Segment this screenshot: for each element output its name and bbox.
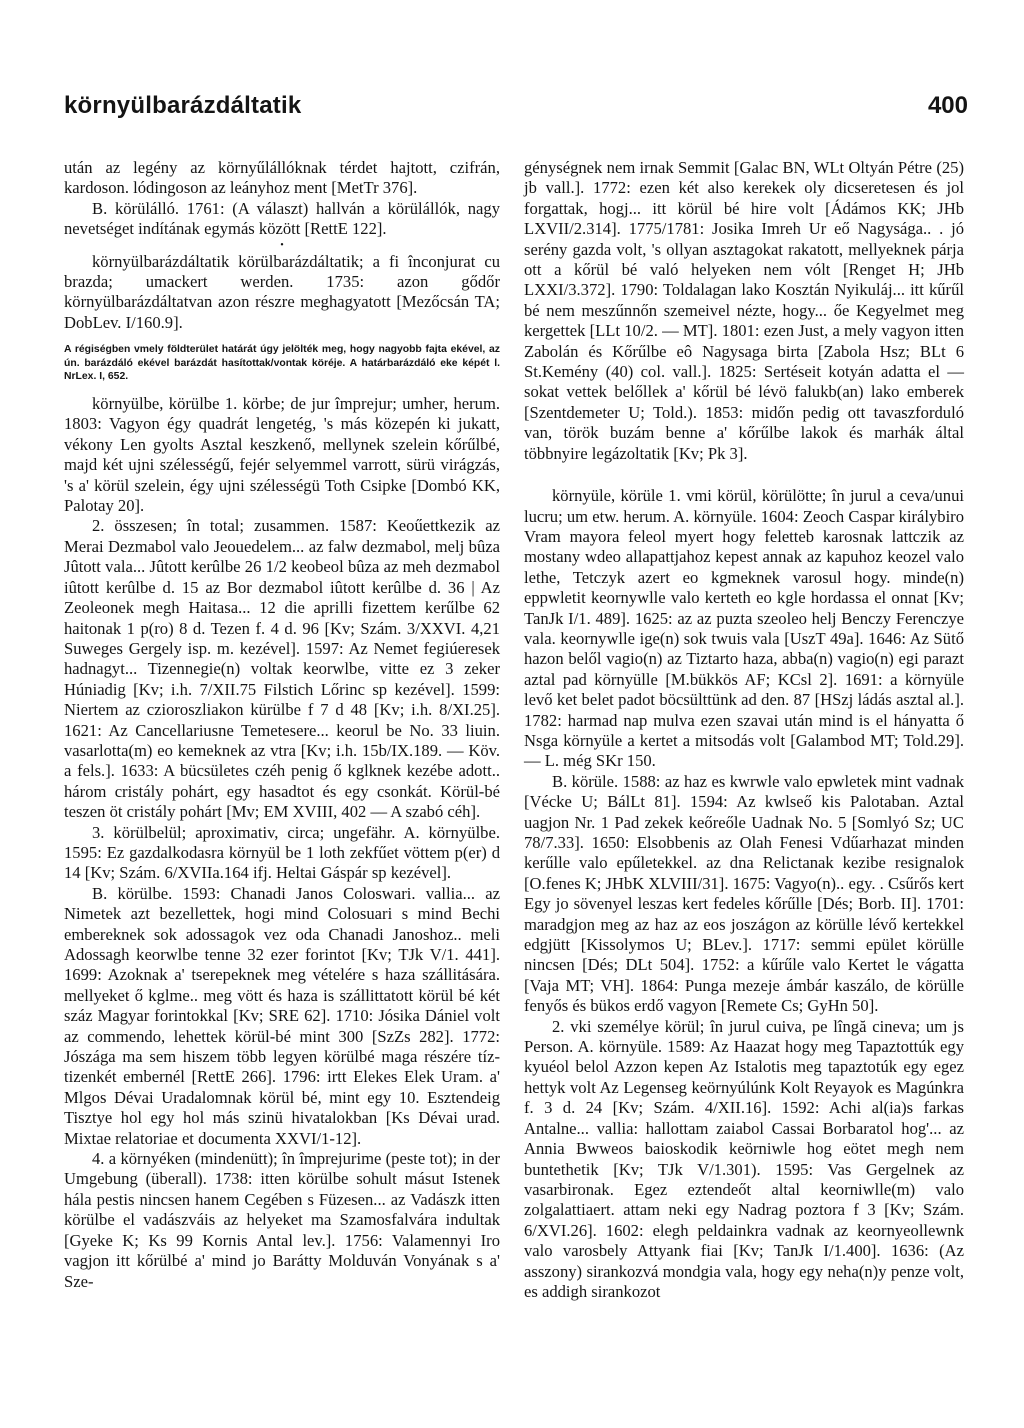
sense-3-korulbelul: 3. körülbelül; aproximativ, circa; ungefähr. A. környülbe. 1595: Ez gazdalkodasra környül be 1 loth zekfűet vöttem p(er) d 14 [Kv; Szám. 6/XVIIa.164 ifj. Heltai Gáspár sp kezével].	[64, 822, 500, 883]
right-column	[524, 158, 964, 1302]
entry-continuation-right: génységnek nem irnak Semmit [Galac BN, WLt Oltyán Pétre (25) jb vall.]. 1772: ezen két also kerekek oly dicseretesen és jol forgattak, hogj... itt körül bé hire volt [Ádámos KK; JHb LXVII/2.314]. 1775/1781: Josika Imreh Ur eő Nagysága.. . jó serény gazda volt, 's ollyan asztagokat rakatott, mellyeknek párja ott a kőrül bé való helyeken nem vólt [Renget H; JHb LXXI/3.372]. 1790: Toldalagan lako Kosztán Nyikuláj... itt kűrűl bé nem meszűnnőn szemeivel nézte, hogy... őe Kegyelmet meg kergettek [LLt 10/2. — MT]. 1801: ezen Just, a mely vagyon itten Zabolán és Kőrűlbe eô Nagysaga birta [Zabola Hsz; BLt 6 St.Kemény (40) col. vall.]. 1825: Sertéseit kotyán adatta el — sokat vettek belőllek a' kőrül bé lévö falukb(an) lako emberek [Szentdemeter U; Told.). 1853: midőn pedig ott tavaszforduló van, török buzám benne a' kőrűlbe lakok és marhák által többnyire legázoltatik [Kv; Pk 3].	[524, 158, 964, 463]
entry-kornyulbe: környülbe, körülbe 1. körbe; de jur împrejur; umher, herum. 1803: Vagyon égy quadrát lengetég, 's más közepén ki jukatt, vékony Len gyolts Asztal keszkenő, mellynek szelein kőrűlbé, majd két ujni szélességű, fejér selyemmel varrott, sürü virágzás, 's a' körül szelein, égy ujni szélességü Toth Csipke [Dombó KK, Palotay 20].	[64, 394, 500, 516]
sense-2-vki-szemelye-korul: 2. vki személye körül; în jurul cuiva, pe lîngă cineva; um js Person. A. környüle. 1589: Az Haazat hogy meg Tapaztottúk egy kyuéol belol Azzon kepen Az Istalotis meg tapaztotúk egy egez hettyk volt Az Legenseg keörnyúlúnk Kolt Reyayok es Magúnkra f. 3 d. 24 [Kv; Szám. 4/XII.16]. 1592: Achi al(ia)s farkas Antalne... vallia: hallottam zaiabol Cassai Borbaratol hog'... az Annia Bwweos baioskodik keörniwle hog eötet megh nem buntethetik [Kv; TJk V/1.301). 1595: Vas Gergelnek az vasarbironak. Egez eztendeőt altal keorniwlle(m) valo zolgalattiaert. attam neki egy Nadrag poztora f 3 [Kv; Szám. 6/XVI.26]. 1602: elegh peldainkra vadnak az keornyeollewnk valo varosbely Attyank fiai [Kv; TanJk I/1.400]. 1636: (Az asszony) sirankozvá mondgia vala, hogy egy neha(n)y penze volt, es addigh sirankozot	[524, 1016, 964, 1301]
subentry-b-korule: B. körüle. 1588: az haz es kwrwle valo epwletek mint vadnak [Vécke U; BálLt 81]. 1594: Az kwlseő kis Palotaban. Aztal uagjon Nr. 1 Pad zekek keőreőle Uadnak No. 5 [Somlyó Sz; UC 78/7.33]. 1650: Elsobbenis az Olah Fenesi Vdűarhazat minden kerűlle valo epűletekkel. az dna Relictanak kezibe resignalok [O.fenes K; JHbK XLVIII/31]. 1675: Vagyo(n).. egy. . Csűrős kert Egy jo sövenyel leszas kert fedeles kőrűlle [Dés; Borb. II]. 1701: maradgjon meg az haz az eos joszágon az körülle lévő kertekkel edgjütt [Kissolymos U; BLev.]. 1717: semmi epület körülle nincsen [Dés; DLt 504]. 1752: a kűrűle valo Kertet le vágatta [Vaja MT; VH]. 1864: Punga mezeje ámbár kaszálo, de körülle fenyős és bükos erdő vagyon [Remete Cs; GyHn 50].	[524, 771, 964, 1016]
subentry-b-korulbe: B. körülbe. 1593: Chanadi Janos Coloswari. vallia... az Nimetek azt bezellettek, hogi mind Colosuari s mind Bechi embereknek sok adossagok vez oda Chanadi Janoshoz.. meli Adossagh keorwlbe tenne 32 ezer forintot [Kv; TJk V/1. 441]. 1699: Azoknak a' tserepeknek meg vételére s haza szállitására. mellyeket ő kglme.. meg vött és haza is szállittatott körül bé két száz Magyar forintokkal [Kv; SRE 62]. 1710: Jósika Dániel volt az commendo, lehettek körül-bé mint 300 [SzZs 282]. 1772: Jószága ma sem hiszem több legyen körülbé maga részére tíz-tizenkét embernél [RettE 266]. 1796: irtt Elekes Elek Uram. a' Mlgos Dévai Uradalomnak körül bé, mint egy 10. Esztendeig Tisztye hol egy hol más szinü hivatalokban [Ks Dévai urad. Mixtae relatoriae et documenta XXVI/1-12].	[64, 883, 500, 1148]
page-header	[64, 92, 968, 132]
page-number: 400	[927, 92, 968, 119]
entry-continuation: után az legény az környűlállóknak térdet hajtott, czifrán, kardoson. lódingoson az leányhoz ment [MetTr 376].	[64, 158, 500, 198]
entry-kornyulbarazdaltatik: környülbarázdáltatik körülbarázdáltatik; a fi înconjurat cu brazda; umackert werden. 1735: azon gődőr környülbarázdáltatvan azon részre meghagyatott [Mezőcsán TA; DobLev. I/160.9].	[64, 251, 500, 332]
entry-note: A régiségben vmely földterület határát úgy jelölték meg, hogy nagyobb fajta ekével, az ún. barázdáló ekével barázdát hasítottak/vontak köréje. A határbarázdáló eke képét l. NrLex. I, 652.	[64, 344, 500, 383]
running-title: környülbarázdáltatik	[64, 92, 302, 119]
sense-2-osszesen: 2. összesen; în total; zusammen. 1587: Keoűettkezik az Merai Dezmabol valo Jeouedelem... az falw dezmabol, melj bûza Jûtott vala... Jûtott kerûlbe 26 1/2 keobeol bûza az meh dezmabol iûtott kerûlbe d. 15 az Bor dezmabol iûtott kerûlbe d. 36 | Az Zeoleonek megh Haitasa... 12 die aprilli fizettem kerűlbe 62 haitonak 1 p(ro) 8 d. Tezen f. 4 d. 96 [Kv; Szám. 3/XXVI. 4,21 Suweges Gergely isp. m. kezével]. 1597: Az Nemet fegiúeresek hadnagyt... Tizennegie(n) voltak keorwlbe, vitte ez 3 zeker Húniadig [Kv; i.h. 7/XII.75 Filstich Lőrinc sp kezével]. 1599: Niertem az czioroszliakon kürülbe f 7 d 48 [Kv; i.h. 8/XI.25]. 1621: Az Cancellariusne Temetesere... keorul be No. 33 liuin. vasarlotta(m) eo kemeknek az vtra [Kv; i.h. 15b/IX.189. — Köv. a fels.]. 1633: A bücsületes czéh penig ő kglknek kezébe adott.. három cristály pohárt, egy hasadtot és egy csonkát. Körül-bé teszen öt cristály pohárt [Mv; EM XVIII, 402 — A szabó céh].	[64, 516, 500, 822]
entry-kornyule: környüle, körüle 1. vmi körül, körülötte; în jurul a ceva/unui lucru; um etw. herum. A. környüle. 1604: Zeoch Caspar királybiro Vram mayora feleol myert hogy feletteb karosnak lattczik az mostany wdeo allapattjahoz kepest annak az kapuhoz keozel valo lethe, Tetczyk azert eo kgmeknek varosul hogy. minde(n) eppwletit keornywlle valo kerteth eo kgle hordassa el onnat [Kv; TanJk I/1. 489]. 1625: az az puzta szeoleo helj Benczy Ferenczye vala. keornywlle ige(n) sok twuis vala [UszT 49a]. 1646: Az Sütő hazon belől vagio(n) az Tiztarto haza, abba(n) vagio(n) egi parazt aztal pad környülle [M.bükkös AF; KCsl 2]. 1691: a környüle levő ket belet padot böcsülttünk ad den. 87 [HSzj ládás asztal al.]. 1782: harmad nap mulva ezen szavai után mind is el hányatta ő Nsga környüle a kertet a mitsodás volt [Galambod MT; Told.29]. — L. még SKr 150.	[524, 486, 964, 771]
left-column	[64, 158, 500, 1292]
entry-marker: •	[280, 239, 284, 251]
sense-4-a-kornyeken: 4. a környéken (mindenütt); în împrejurime (peste tot); in der Umgebung (überall). 1738: itten körülbe sohult másut Istenek hála pestis nincsen hanem Cegében s Füzesen... az Vadászk itten körülbe el vadászváis az helyeket ma Szamosfalvára indultak [Gyeke K; Ks 99 Kornis Antal lev.]. 1756: Valamennyi Iro vagjon itt kőrülbé a' mind jo Barátty Molduván Vonyának s a' Sze-	[64, 1149, 500, 1291]
subentry-b-korulallo: B. körülálló. 1761: (A választ) hallván a körülállók, nagy nevetséget indítának egymás között [RettE 122].	[64, 198, 500, 239]
